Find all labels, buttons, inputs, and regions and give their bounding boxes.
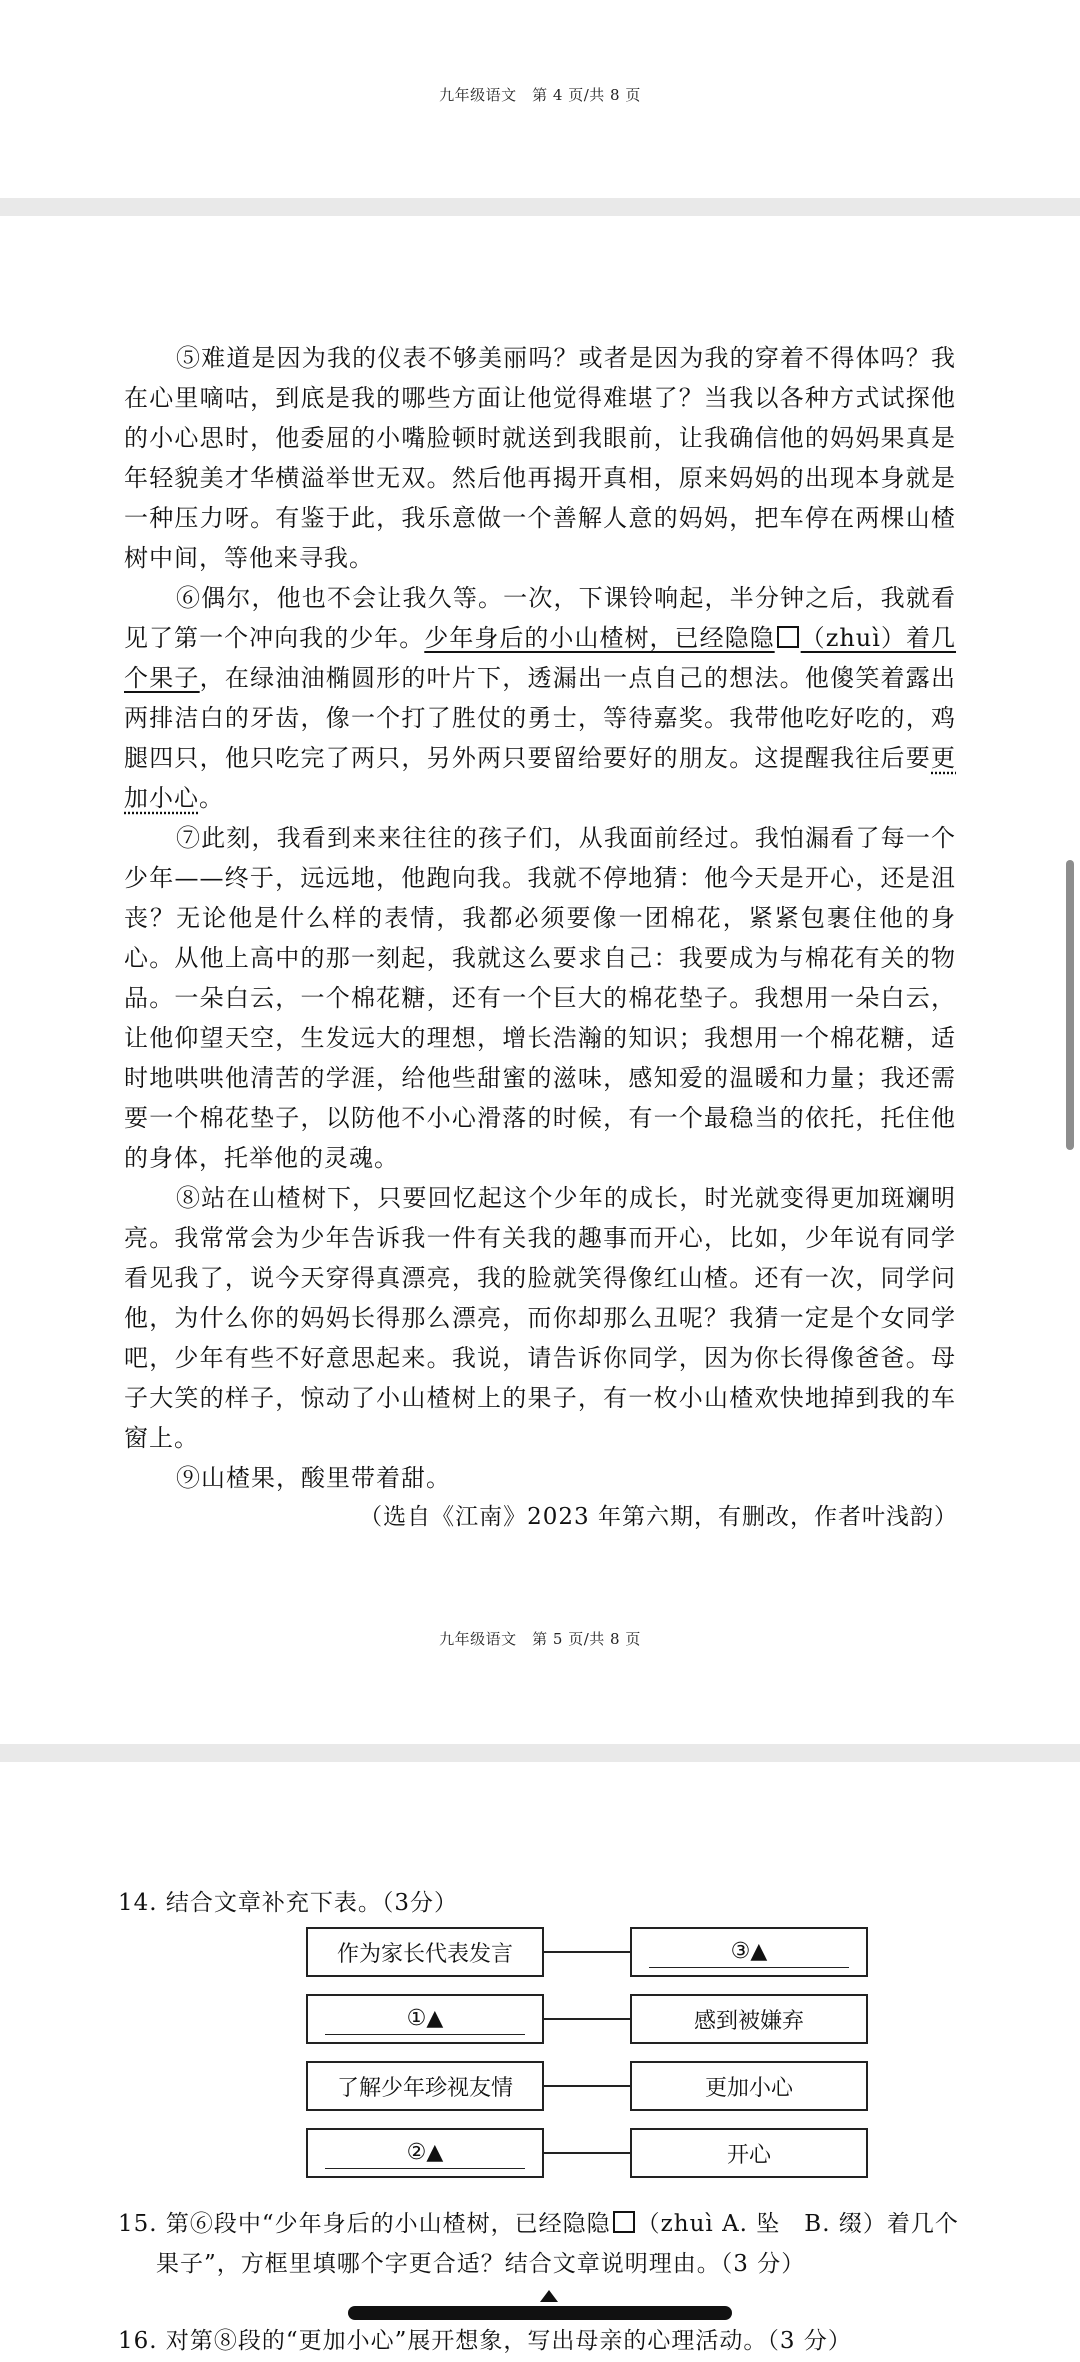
paragraph-6 — [124, 578, 957, 812]
right-box-3 — [630, 2061, 868, 2111]
left-box-1 — [306, 1927, 544, 1977]
left-box-3-text: 了解少年珍视友情 — [336, 2075, 513, 2101]
paragraph-6-text-b: ，在绿油油椭圆形的叶片下，透漏出一点自己的想法。他傻笑着露出两排洁白的牙齿，像一个打了胜仗的勇士，等待嘉奖。我带他吃好吃的，鸡腿四只，他只吃完了两只，另外两只要留给要好的朋友。这提醒我往后要 — [124, 664, 956, 772]
paragraph-5: ⑤难道是因为我的仪表不够美丽吗？或者是因为我的穿着不得体吗？我在心里嘀咕，到底是我的哪些方面让他觉得难堪了？当我以各种方式试探他的小心思时，他委屈的小嘴脸顿时就送到我眼前，让我确信他的妈妈果真是年轻貌美才华横溢举世无双。然后他再揭开真相，原来妈妈的出现本身就是一种压力呀。有鉴于此，我乐意做一个善解人意的妈妈，把车停在两棵山楂树中间，等他来寻我。 — [124, 344, 956, 572]
question-15-line-1 — [118, 2205, 959, 2238]
right-box-2-text: 感到被嫌弃 — [693, 2008, 804, 2034]
page-6-head — [0, 1762, 1080, 2362]
home-indicator[interactable] — [348, 2306, 732, 2320]
paragraph-6-text-a: ⑥偶尔，他也不会让我久等。一次，下课铃响起，半分钟之后，我就看见了第一个冲向我的少年。 — [124, 584, 956, 652]
underlined-sentence-b: （zhuì）着几个果子 — [124, 624, 957, 692]
left-box-2 — [306, 1994, 544, 2044]
left-box-4-text: ②▲ — [325, 2138, 525, 2169]
scrollbar[interactable] — [1066, 860, 1074, 1150]
paragraph-6-end: 。 — [199, 784, 224, 812]
right-box-1-text: ③▲ — [649, 1937, 849, 1968]
connector-line — [544, 1951, 630, 1953]
left-box-3 — [306, 2061, 544, 2111]
paragraph-8: ⑧站在山楂树下，只要回忆起这个少年的成长，时光就变得更加斑斓明亮。我常常会为少年告诉我一件有关我的趣事而开心，比如，少年说有同学看见我了，说今天穿得真漂亮，我的脸就笑得像红山楂。还有一次，同学问他，为什么你的妈妈长得那么漂亮，而你却那么丑呢？我猜一定是个女同学吧，少年有些不好意思起来。我说，请告诉你同学，因为你长得像爸爸。母子大笑的样子，惊动了小山楂树上的果子，有一枚小山楂欢快地掉到我的车窗上。 — [124, 1184, 956, 1452]
question-15-text-b: （zhuì A. 坠 B. 缀）着几个 — [636, 2211, 959, 2237]
right-box-1 — [630, 1927, 868, 1977]
paragraph-7: ⑦此刻，我看到来来往往的孩子们，从我面前经过。我怕漏看了每一个少年——终于，远远地，他跑向我。我就不停地猜：他今天是开心，还是沮丧？无论他是什么样的表情，我都必须要像一团棉花，紧紧包裹住他的身心。从他上高中的那一刻起，我就这么要求自己：我要成为与棉花有关的物品。一朵白云，一个棉花糖，还有一个巨大的棉花垫子。我想用一朵白云，让他仰望天空，生发远大的理想，增长浩瀚的知识；我想用一个棉花糖，适时地哄哄他清苦的学涯，给他些甜蜜的滋味，感知爱的温暖和力量；我还需要一个棉花垫子，以防他不小心滑落的时候，有一个最稳当的依托，托住他的身体，托举他的灵魂。 — [124, 824, 956, 1172]
connector-line — [544, 2152, 630, 2154]
question-15-text-a: 15. 第⑥段中“少年身后的小山楂树，已经隐隐 — [118, 2211, 611, 2237]
blank-square-box — [613, 2211, 635, 2233]
caret-up-icon[interactable] — [540, 2290, 558, 2302]
left-box-4 — [306, 2128, 544, 2178]
blank-square-box — [777, 626, 799, 648]
left-box-1-text: 作为家长代表发言 — [336, 1941, 513, 1967]
paragraph-9: ⑨山楂果，酸里带着甜。 — [176, 1464, 451, 1492]
left-box-2-text: ①▲ — [325, 2004, 525, 2035]
right-box-2 — [630, 1994, 868, 2044]
dotted-phrase: 更加小心 — [124, 744, 956, 812]
page-5 — [0, 216, 1080, 1744]
question-16-partial: 16. 对第⑧段的“更加小心”展开想象，写出母亲的心理活动。（3 分） — [118, 2328, 852, 2354]
question-15-line-2: 果子”，方框里填哪个字更合适？结合文章说明理由。（3 分） — [156, 2251, 806, 2277]
page-4-tail — [0, 0, 1080, 198]
right-box-4 — [630, 2128, 868, 2178]
right-box-3-text: 更加小心 — [704, 2075, 793, 2101]
right-box-4-text: 开心 — [726, 2142, 771, 2168]
question-14: 14. 结合文章补充下表。（3分） — [118, 1890, 459, 1916]
source-citation: （选自《江南》2023 年第六期，有删改，作者叶浅韵） — [359, 1504, 958, 1530]
page-footer: 九年级语文 第 5 页/共 8 页 — [439, 1630, 641, 1648]
page-footer: 九年级语文 第 4 页/共 8 页 — [439, 86, 641, 104]
connector-line — [544, 2085, 630, 2087]
connector-line — [544, 2018, 630, 2020]
underlined-sentence-a: 少年身后的小山楂树，已经隐隐 — [424, 624, 775, 652]
